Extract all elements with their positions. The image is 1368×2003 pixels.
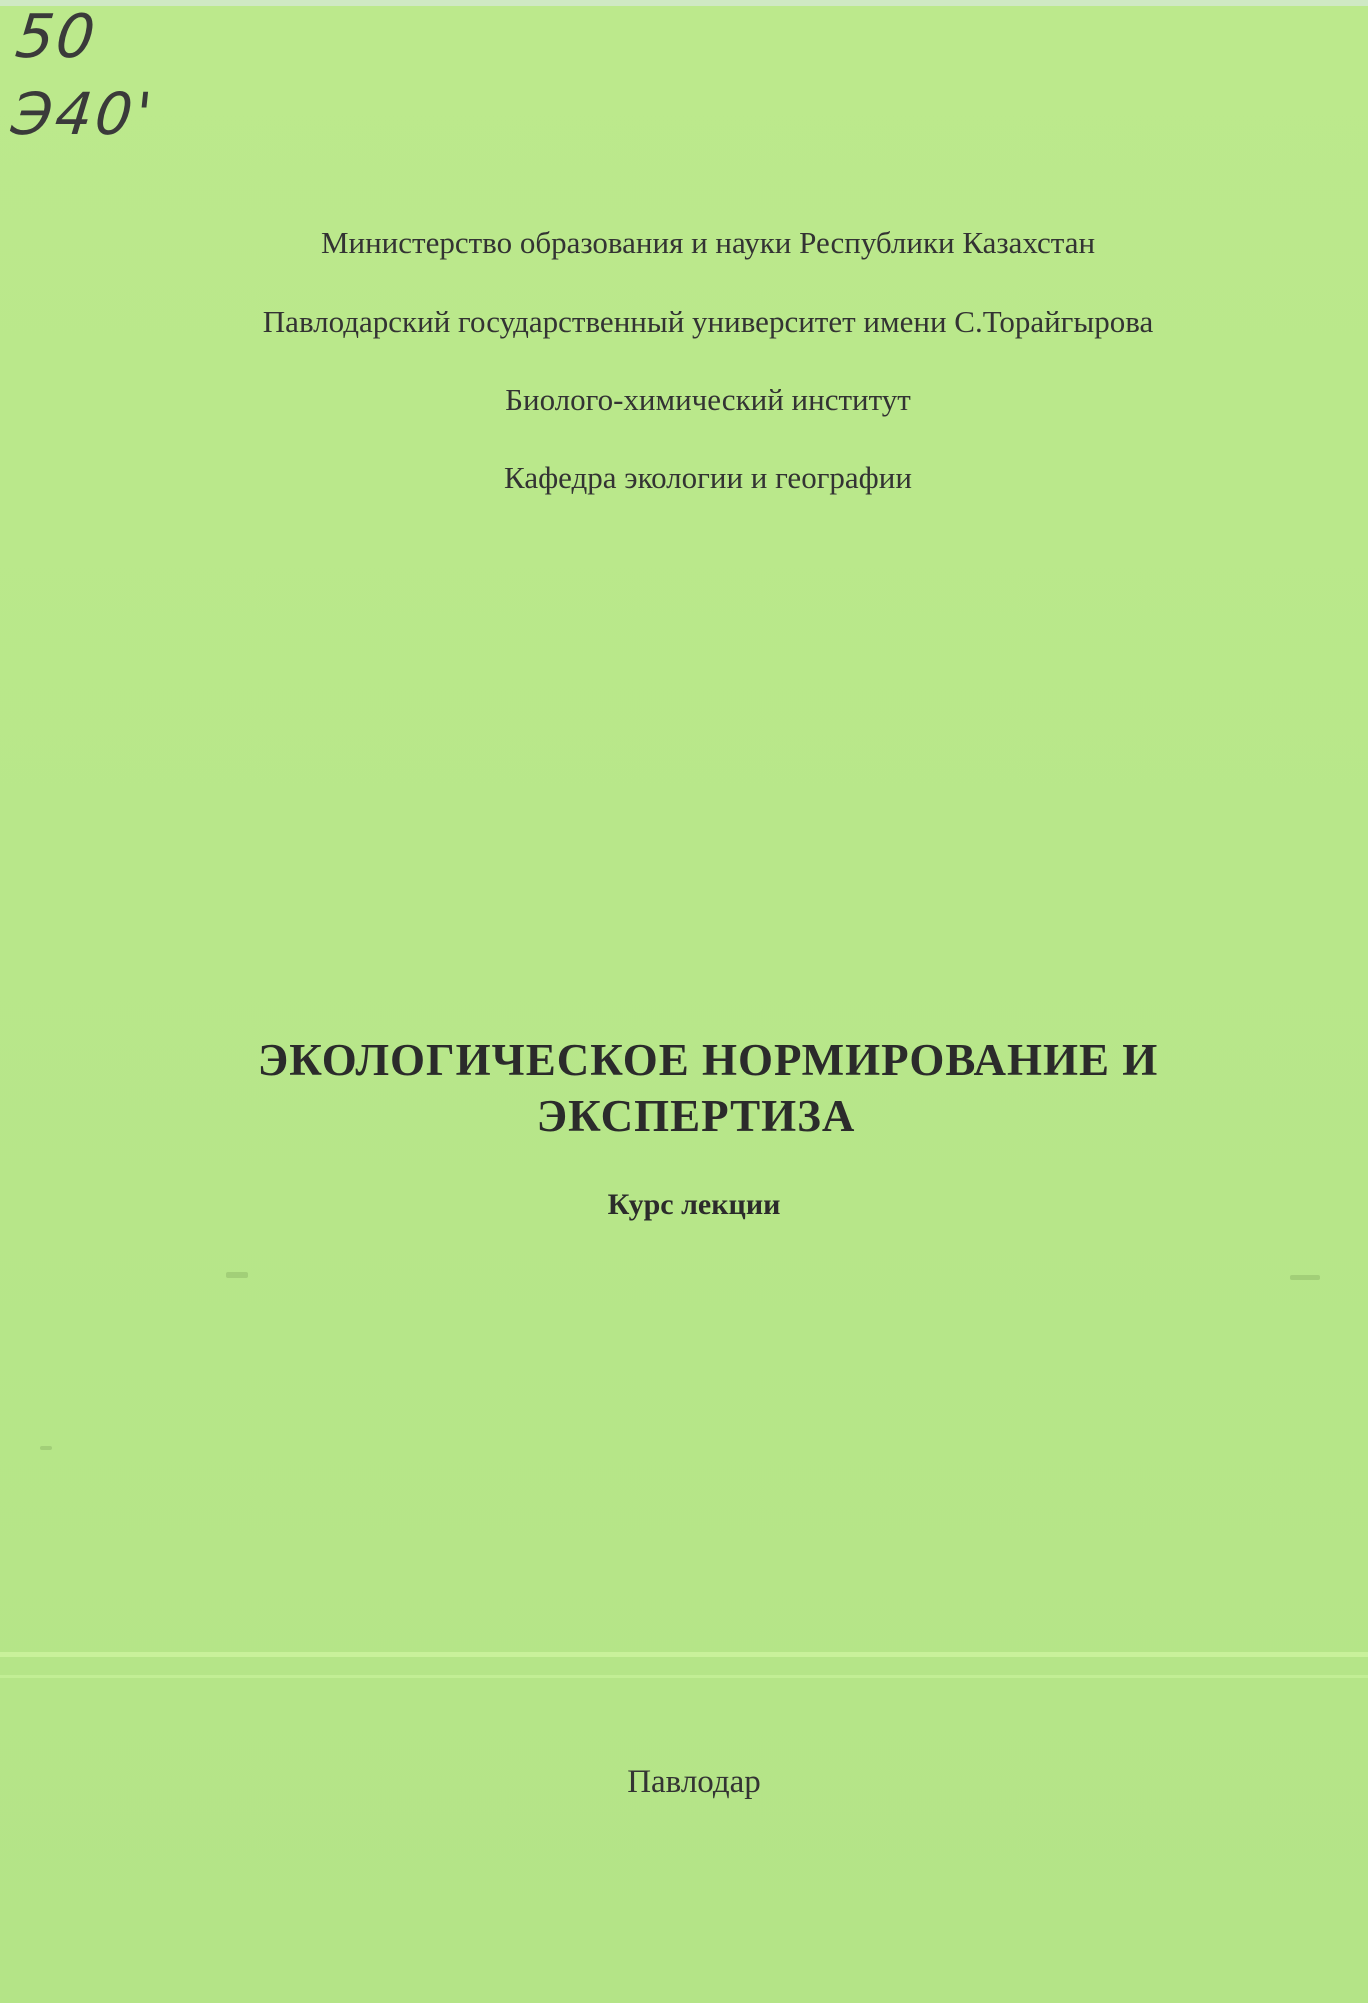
university-name: Павлодарский государственный университет имени С.Торайгырова bbox=[262, 304, 1154, 339]
scan-speck bbox=[40, 1446, 52, 1450]
institute-name: Биолого-химический институт bbox=[505, 382, 911, 417]
scan-speck bbox=[226, 1272, 248, 1278]
book-title-line-1: ЭКОЛОГИЧЕСКОЕ НОРМИРОВАНИЕ И bbox=[257, 1035, 1159, 1085]
handwritten-catalog-mark: Э40' bbox=[8, 80, 158, 148]
cover-fold-line-secondary bbox=[0, 1675, 1368, 1678]
scan-speck bbox=[1290, 1275, 1320, 1280]
ministry-name: Министерство образования и науки Республики Казахстан bbox=[320, 225, 1096, 260]
cover-fold-line bbox=[0, 1652, 1368, 1657]
department-name: Кафедра экологии и географии bbox=[504, 460, 912, 495]
handwritten-shelf-mark: 50 bbox=[12, 2, 101, 72]
cover-top-edge bbox=[0, 0, 1368, 6]
book-subtitle: Курс лекции bbox=[607, 1188, 781, 1221]
publication-city: Павлодар bbox=[627, 1764, 761, 1800]
book-title-line-2: ЭКСПЕРТИЗА bbox=[536, 1091, 856, 1141]
